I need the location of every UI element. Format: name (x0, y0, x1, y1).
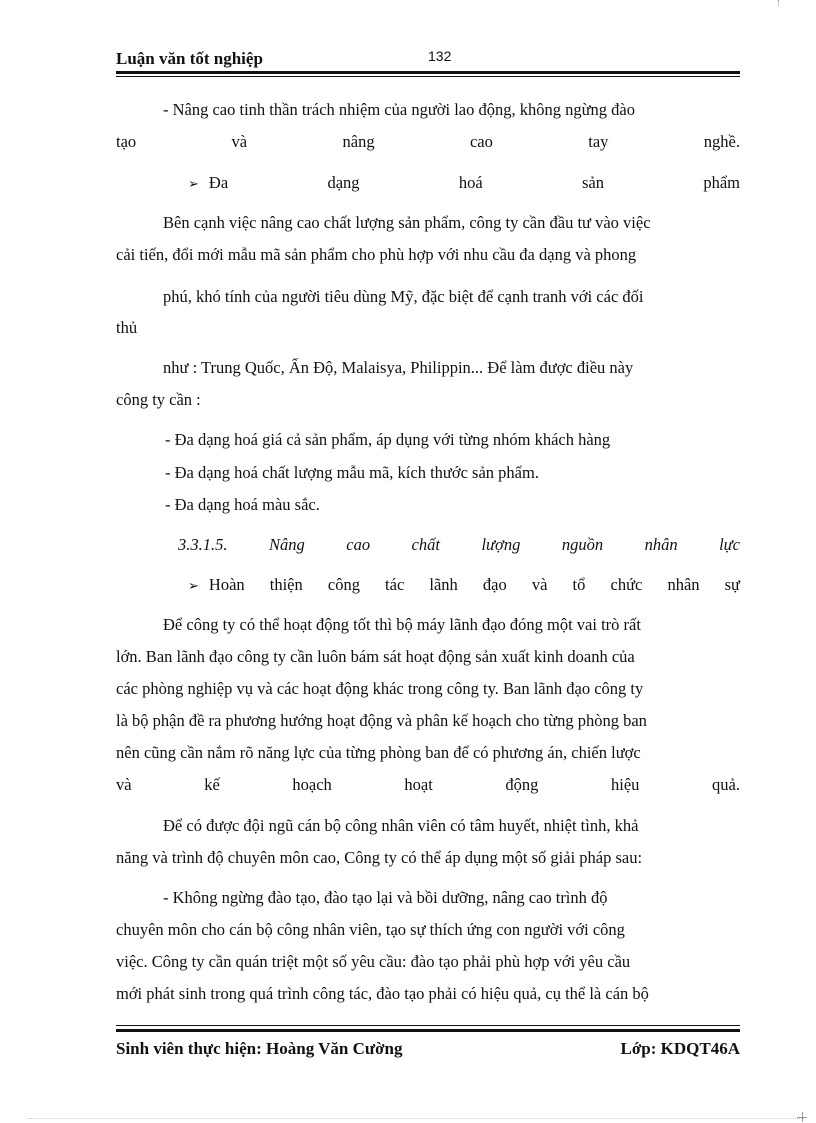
text-line: Để công ty có thể hoạt động tốt thì bộ máy lãnh đạo đóng một vai trò rất (163, 615, 641, 634)
text-line: chuyên môn cho cán bộ công nhân viên, tạo sự thích ứng con người với công (116, 920, 625, 939)
text-line: việc. Công ty cần quán triệt một số yêu cầu: đào tạo phải phù hợp với yêu cầu (116, 952, 631, 971)
crop-mark (778, 0, 780, 6)
text-line: là bộ phận đề ra phương hướng hoạt động và phân kế hoạch cho từng phòng ban (116, 711, 647, 730)
text-line: - Nâng cao tinh thần trách nhiệm của người lao động, không ngừng đào (163, 100, 635, 119)
text-line: phú, khó tính của người tiêu dùng Mỹ, đặc biệt để cạnh tranh với các đối (163, 287, 644, 306)
page-edge-dots (28, 1118, 804, 1119)
list-item: - Đa dạng hoá giá cả sản phẩm, áp dụng với từng nhóm khách hàng (165, 430, 611, 449)
footer-class: Lớp: KDQT46A (620, 1039, 740, 1058)
arrow-bullet-icon: ➢ (188, 176, 199, 191)
text-line: như : Trung Quốc, Ấn Độ, Malaisya, Philippin... Để làm được điều này (163, 358, 634, 377)
text-line: - Không ngừng đào tạo, đào tạo lại và bồi dưỡng, nâng cao trình độ (163, 888, 608, 907)
header-rule-thick (116, 71, 740, 74)
footer-rule-thick (116, 1029, 740, 1032)
arrow-bullet-icon: ➢ (188, 578, 199, 593)
bullet-heading-text: Đa dạng hoá sản phẩm (208, 173, 740, 192)
bullet-heading-text: Hoàn thiện công tác lãnh đạo và tổ chức nhân sự (208, 575, 740, 594)
text-line: Bên cạnh việc nâng cao chất lượng sản phẩm, công ty cần đầu tư vào việc (163, 213, 651, 232)
bullet-heading (188, 574, 740, 597)
bullet-heading (188, 172, 740, 195)
text-line: các phòng nghiệp vụ và các hoạt động khác trong công ty. Ban lãnh đạo công ty (116, 679, 644, 698)
text-line: mới phát sinh trong quá trình công tác, đào tạo phải có hiệu quả, cụ thể là cán bộ (116, 984, 649, 1003)
crosshair-mark (797, 1112, 807, 1122)
list-item: - Đa dạng hoá màu sắc. (165, 495, 320, 514)
footer-student: Sinh viên thực hiện: Hoàng Văn Cường (116, 1039, 403, 1058)
text-line: Để có được đội ngũ cán bộ công nhân viên có tâm huyết, nhiệt tình, khả (163, 816, 639, 835)
text-line: năng và trình độ chuyên môn cao, Công ty có thể áp dụng một số giải pháp sau: (116, 848, 643, 867)
text-line: công ty cần : (116, 390, 201, 409)
text-line: cải tiến, đổi mới mẫu mã sản phẩm cho phù hợp với nhu cầu đa dạng và phong (116, 245, 637, 264)
footer-rule-thin (116, 1025, 740, 1026)
section-heading: 3.3.1.5. Nâng cao chất lượng nguồn nhân lực (178, 535, 740, 554)
text-line: tạo và nâng cao tay nghề. (116, 132, 740, 151)
page-header (116, 46, 740, 70)
text-line: nên cũng cần nắm rõ năng lực của từng phòng ban để có phương án, chiến lược (116, 743, 641, 762)
text-line: lớn. Ban lãnh đạo công ty cần luôn bám sát hoạt động sản xuất kinh doanh của (116, 647, 635, 666)
header-rule-thin (116, 76, 740, 77)
header-title: Luận văn tốt nghiệp (116, 49, 263, 68)
list-item: - Đa dạng hoá chất lượng mẫu mã, kích thước sản phẩm. (165, 463, 539, 482)
page-number: 132 (428, 48, 452, 64)
text-line: và kế hoạch hoạt động hiệu quả. (116, 775, 740, 794)
text-line: thủ (116, 318, 138, 337)
